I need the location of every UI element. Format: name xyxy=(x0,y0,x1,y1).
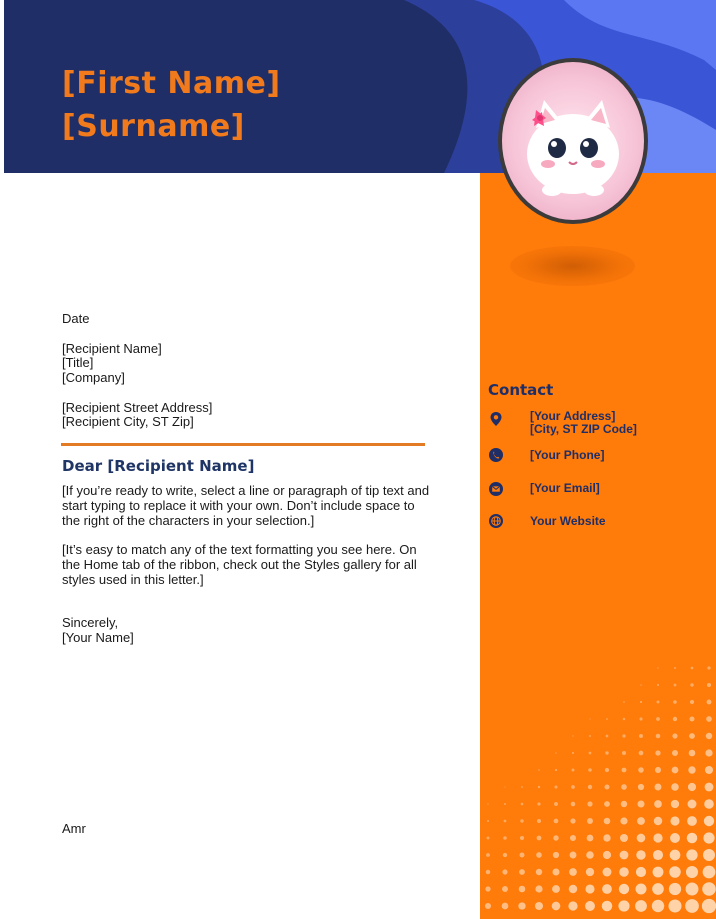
halftone-dot xyxy=(702,899,716,913)
halftone-dot xyxy=(572,735,573,736)
halftone-dot xyxy=(620,834,628,842)
globe-icon xyxy=(488,513,504,529)
recipient-street: [Recipient Street Address] xyxy=(62,400,213,415)
halftone-dot xyxy=(705,783,714,792)
halftone-dot xyxy=(657,684,659,686)
halftone-dot xyxy=(552,885,560,893)
halftone-dot xyxy=(502,886,508,892)
halftone-dot xyxy=(537,802,540,805)
halftone-dot xyxy=(569,885,577,893)
halftone-dot xyxy=(686,883,699,896)
halftone-dot xyxy=(606,735,609,738)
halftone-dot xyxy=(504,820,507,823)
halftone-dot xyxy=(704,799,714,809)
halftone-dot xyxy=(605,751,608,754)
halftone-dot xyxy=(585,884,594,893)
halftone-dot xyxy=(654,800,662,808)
halftone-dots-graphic xyxy=(480,660,716,919)
halftone-dot xyxy=(639,717,642,720)
halftone-dot xyxy=(621,801,627,807)
halftone-dot xyxy=(706,716,712,722)
halftone-dot xyxy=(653,867,664,878)
halftone-dot xyxy=(538,769,540,771)
halftone-dot xyxy=(519,869,525,875)
halftone-dot xyxy=(672,750,678,756)
body-paragraph-1: [If you’re ready to write, select a line or paragraph of tip text and start typing to replace it with your own. Don’t include space to the right of the characters in your selection.] xyxy=(62,483,430,528)
halftone-dot xyxy=(554,819,559,824)
halftone-dot xyxy=(705,749,712,756)
body-paragraph-2: [It’s easy to match any of the text formatting you see here. On the Home tab of the ribbon, check out the Styles gallery for all styles used in this letter.] xyxy=(62,542,417,587)
halftone-dot xyxy=(588,768,592,772)
halftone-dot xyxy=(655,767,661,773)
halftone-dot xyxy=(520,853,525,858)
recipient-title: [Title] xyxy=(62,355,94,370)
halftone-dot xyxy=(652,900,664,912)
halftone-dot xyxy=(520,836,524,840)
photo-shadow xyxy=(510,246,635,286)
halftone-dot xyxy=(589,735,591,737)
halftone-dot xyxy=(703,832,714,843)
halftone-dot xyxy=(587,818,593,824)
date-line: Date xyxy=(62,311,90,326)
halftone-dot xyxy=(569,868,577,876)
halftone-dot xyxy=(554,802,558,806)
cat-avatar-photo xyxy=(502,62,644,220)
halftone-dot xyxy=(637,834,646,843)
halftone-dot xyxy=(707,700,712,705)
halftone-dot xyxy=(589,752,592,755)
halftone-dot xyxy=(618,900,629,911)
halftone-dot xyxy=(587,801,592,806)
profile-photo xyxy=(498,58,648,224)
surname: [Surname] xyxy=(62,109,245,144)
halftone-dot xyxy=(674,684,677,687)
halftone-dot xyxy=(555,752,557,754)
halftone-dot xyxy=(623,718,626,721)
halftone-dot xyxy=(572,769,575,772)
halftone-dot xyxy=(604,818,611,825)
halftone-dot xyxy=(519,886,526,893)
halftone-dot xyxy=(668,899,681,912)
halftone-dot xyxy=(686,866,698,878)
halftone-dot xyxy=(639,751,644,756)
closing-line: Sincerely, xyxy=(62,615,119,630)
divider-line xyxy=(61,443,425,446)
first-name: [First Name] xyxy=(62,66,281,101)
sender-name: [Your Name] xyxy=(62,630,134,645)
halftone-dot xyxy=(652,883,664,895)
halftone-dot xyxy=(619,884,629,894)
halftone-dot xyxy=(687,816,697,826)
halftone-dot xyxy=(570,852,577,859)
halftone-dot xyxy=(521,803,524,806)
halftone-dot xyxy=(636,867,646,877)
halftone-dot xyxy=(635,883,646,894)
halftone-dot xyxy=(604,801,610,807)
halftone-dot xyxy=(486,870,491,875)
halftone-dot xyxy=(605,768,609,772)
halftone-dot xyxy=(537,836,542,841)
halftone-dot xyxy=(536,852,542,858)
halftone-dot xyxy=(554,785,557,788)
halftone-dot xyxy=(589,718,590,719)
halftone-dot xyxy=(703,866,716,879)
halftone-dot xyxy=(653,833,662,842)
halftone-dot xyxy=(568,901,577,910)
halftone-dot xyxy=(685,899,699,913)
location-pin-icon xyxy=(488,411,504,427)
halftone-dot xyxy=(606,718,608,720)
halftone-dot xyxy=(502,903,509,910)
halftone-dot xyxy=(656,717,660,721)
halftone-dot xyxy=(689,716,694,721)
halftone-dot xyxy=(640,701,642,703)
contact-address-line1: [Your Address] xyxy=(530,409,616,423)
halftone-dot xyxy=(704,816,714,826)
halftone-dot xyxy=(639,734,643,738)
halftone-dot xyxy=(602,901,613,912)
halftone-dot xyxy=(504,786,505,787)
halftone-dot xyxy=(619,867,629,877)
halftone-dot xyxy=(555,769,557,771)
halftone-dot xyxy=(656,734,661,739)
halftone-dot xyxy=(485,903,491,909)
halftone-dot xyxy=(703,849,715,861)
halftone-dot xyxy=(553,835,558,840)
halftone-dot xyxy=(622,751,626,755)
halftone-dot xyxy=(486,853,490,857)
halftone-dot xyxy=(487,803,488,804)
halftone-dot xyxy=(571,785,575,789)
halftone-dot xyxy=(603,868,612,877)
halftone-dot xyxy=(638,784,644,790)
halftone-dot xyxy=(690,683,693,686)
halftone-dot xyxy=(654,817,663,826)
halftone-dot xyxy=(706,733,712,739)
halftone-dot xyxy=(707,666,710,669)
halftone-dot xyxy=(586,868,594,876)
halftone-dot xyxy=(657,667,658,668)
halftone-dot xyxy=(503,853,507,857)
phone-icon xyxy=(488,447,504,463)
halftone-dot xyxy=(690,700,694,704)
halftone-dot xyxy=(638,767,644,773)
halftone-dot xyxy=(636,850,645,859)
halftone-dot xyxy=(640,684,642,686)
halftone-dot xyxy=(705,766,713,774)
halftone-dot xyxy=(653,850,663,860)
halftone-dot xyxy=(536,869,542,875)
recipient-name: [Recipient Name] xyxy=(62,341,162,356)
halftone-dot xyxy=(537,819,541,823)
halftone-dot xyxy=(521,786,523,788)
halftone-dot xyxy=(603,834,610,841)
halftone-dot xyxy=(572,752,574,754)
halftone-dot xyxy=(669,866,681,878)
halftone-dot xyxy=(487,837,490,840)
halftone-dot xyxy=(702,882,716,896)
email-icon xyxy=(488,481,504,497)
halftone-dot xyxy=(686,849,697,860)
halftone-dot xyxy=(485,886,490,891)
recipient-company: [Company] xyxy=(62,370,125,385)
halftone-dot xyxy=(552,902,561,911)
halftone-dot xyxy=(670,816,679,825)
contact-address-line2: [City, ST ZIP Code] xyxy=(530,422,637,436)
halftone-dot xyxy=(586,851,594,859)
halftone-dot xyxy=(674,667,676,669)
signature-text: Amr xyxy=(62,821,86,836)
halftone-dot xyxy=(571,802,576,807)
halftone-dot xyxy=(671,800,679,808)
halftone-dot xyxy=(538,786,540,788)
halftone-dot xyxy=(585,901,595,911)
halftone-dot xyxy=(487,820,489,822)
halftone-dot xyxy=(520,819,523,822)
halftone-dot xyxy=(688,783,696,791)
halftone-dot xyxy=(689,750,696,757)
halftone-dot xyxy=(688,800,697,809)
halftone-dot xyxy=(673,700,677,704)
halftone-dot xyxy=(657,701,660,704)
halftone-dot xyxy=(620,851,629,860)
halftone-dot xyxy=(502,869,507,874)
halftone-dot xyxy=(602,884,612,894)
halftone-dot xyxy=(669,883,681,895)
halftone-dot xyxy=(622,734,625,737)
halftone-dot xyxy=(622,768,627,773)
halftone-dot xyxy=(623,701,625,703)
halftone-dot xyxy=(673,717,677,721)
halftone-dot xyxy=(670,850,681,861)
halftone-dot xyxy=(587,835,594,842)
halftone-dot xyxy=(671,783,679,791)
halftone-dot xyxy=(672,733,677,738)
contact-website: Your Website xyxy=(530,514,606,528)
halftone-dot xyxy=(504,803,506,805)
contact-phone: [Your Phone] xyxy=(530,448,605,462)
page-edge xyxy=(0,0,4,919)
recipient-city: [Recipient City, ST Zip] xyxy=(62,414,194,429)
halftone-dot xyxy=(588,785,592,789)
halftone-dot xyxy=(518,902,525,909)
halftone-dot xyxy=(672,767,679,774)
halftone-dot xyxy=(670,833,680,843)
halftone-dot xyxy=(570,835,576,841)
halftone-dot xyxy=(655,784,662,791)
halftone-dot xyxy=(552,868,559,875)
halftone-dot xyxy=(603,851,611,859)
greeting-heading: Dear [Recipient Name] xyxy=(62,457,255,475)
halftone-dot xyxy=(689,733,695,739)
halftone-dot xyxy=(621,784,627,790)
halftone-dot xyxy=(637,817,645,825)
contact-email: [Your Email] xyxy=(530,481,600,495)
halftone-dot xyxy=(688,766,695,773)
contact-heading: Contact xyxy=(488,381,554,399)
halftone-dot xyxy=(553,852,559,858)
halftone-dot xyxy=(503,836,507,840)
halftone-dot xyxy=(620,817,627,824)
halftone-dot xyxy=(655,750,660,755)
halftone-dot xyxy=(637,800,644,807)
halftone-dot xyxy=(635,900,647,912)
halftone-dot xyxy=(707,683,711,687)
halftone-dot xyxy=(691,667,694,670)
halftone-dot xyxy=(535,902,543,910)
halftone-dot xyxy=(604,784,609,789)
halftone-dot xyxy=(687,833,698,844)
halftone-dot xyxy=(535,885,542,892)
halftone-dot xyxy=(570,818,575,823)
